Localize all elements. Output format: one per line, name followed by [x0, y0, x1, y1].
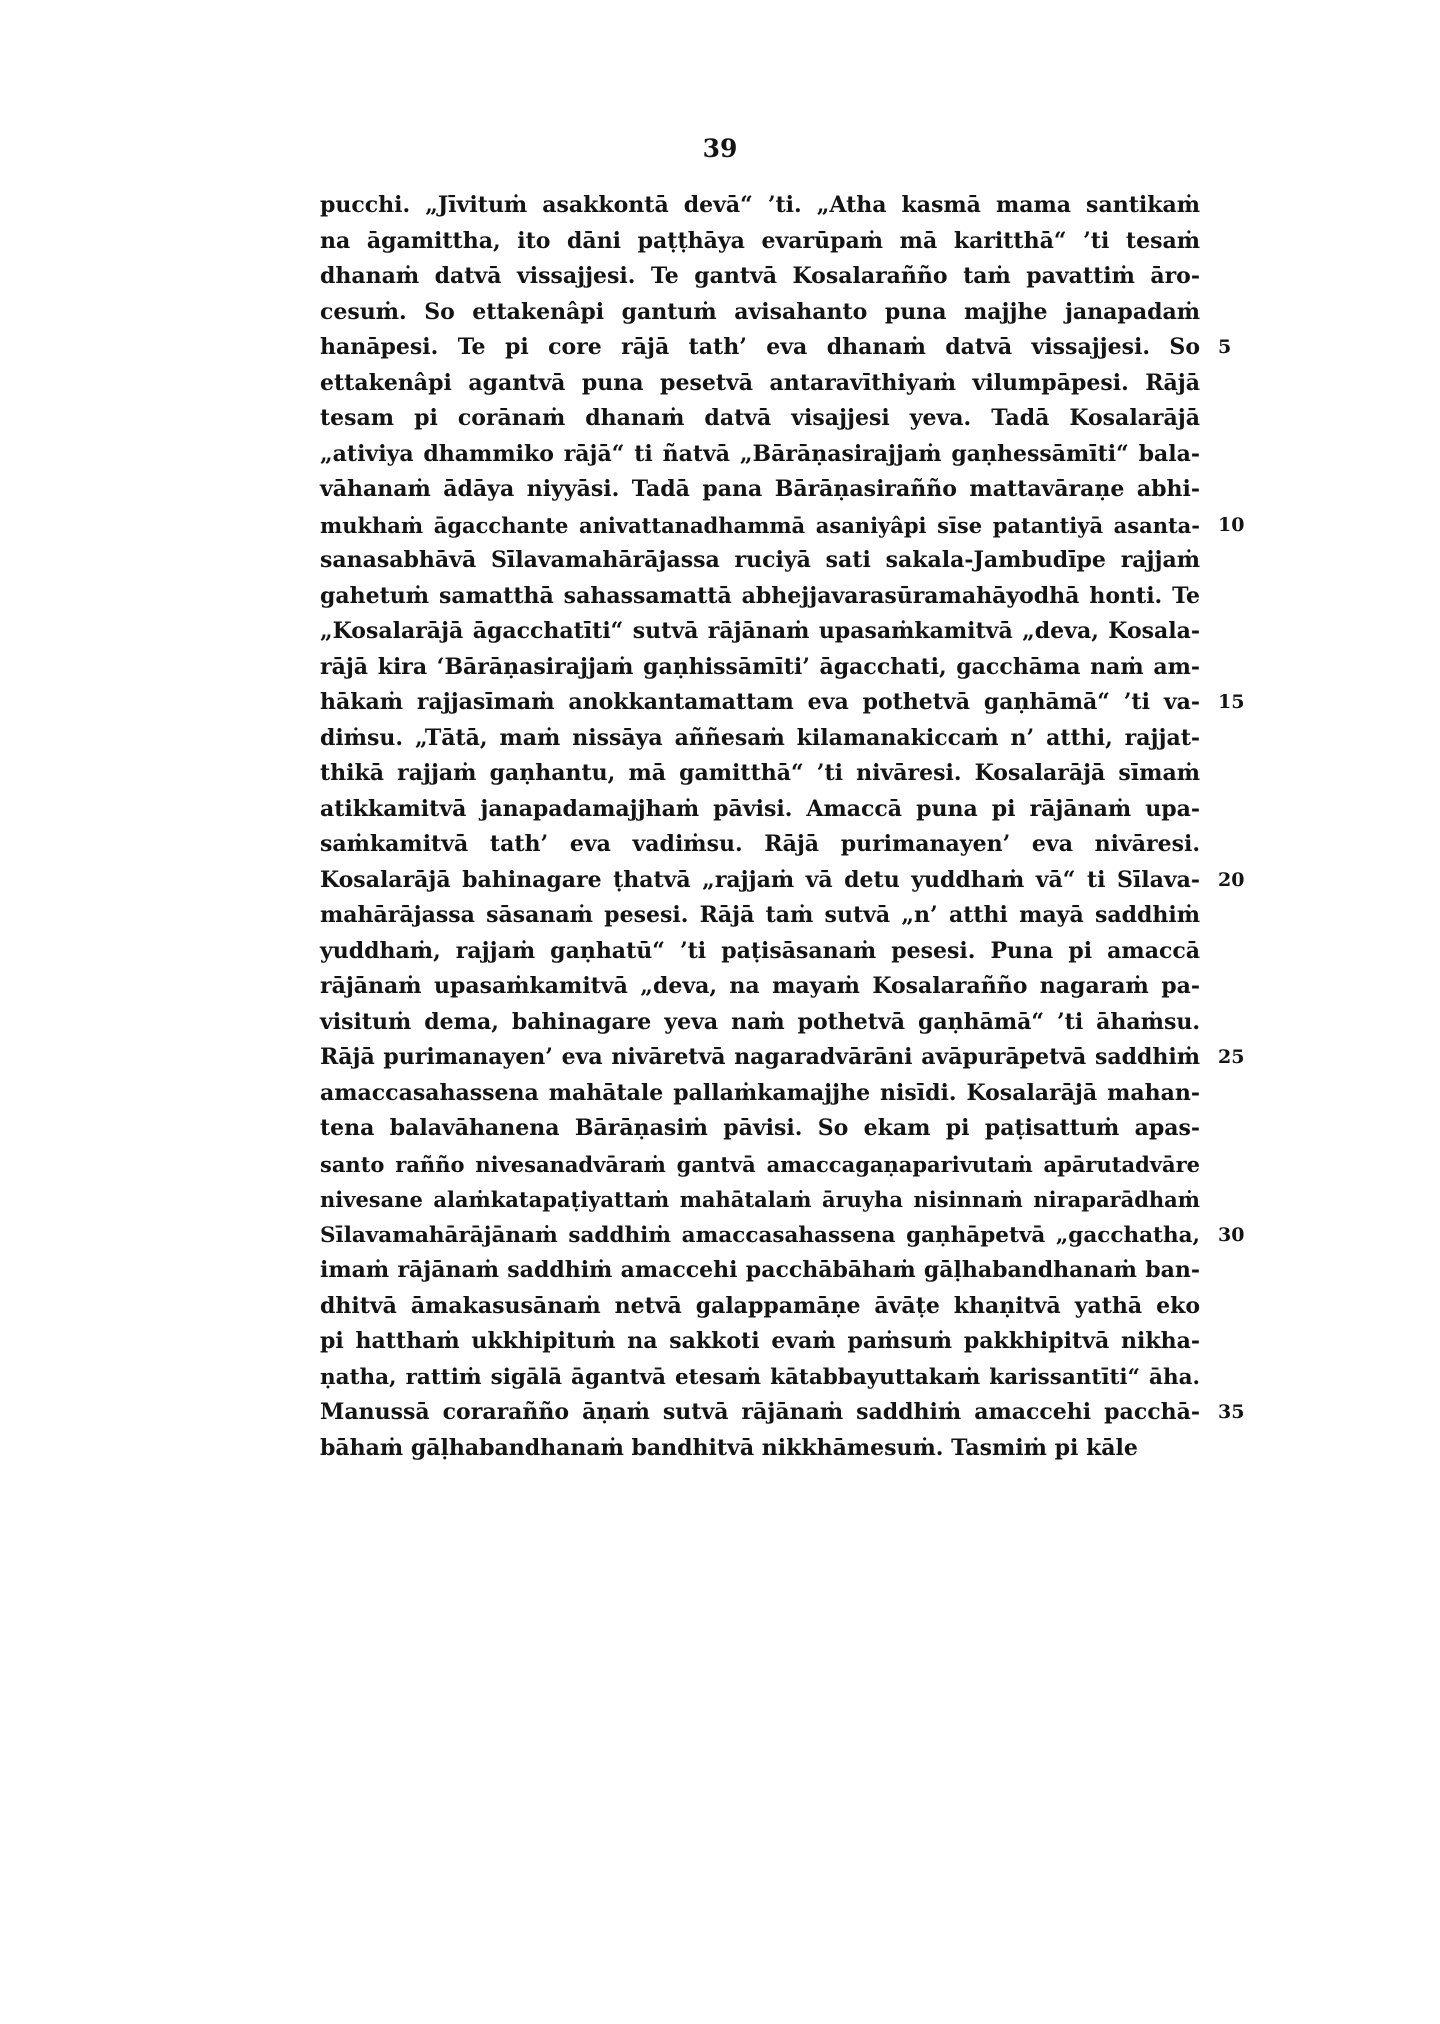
line-text: hanāpesi. Te pi core rājā tath’ eva dhanaṁ datvā vissajjesi. So [320, 334, 1200, 360]
line-number: 25 [1218, 1046, 1245, 1068]
line-text: dhanaṁ datvā vissajjesi. Te gantvā Kosalarañño taṁ pavattiṁ āro- [320, 263, 1200, 289]
line-text: gahetuṁ samatthā sahassamattā abhejjavarasūramahāyodhā honti. Te [320, 582, 1200, 609]
line-text: bāhaṁ gāḷhabandhanaṁ bandhitvā nikkhāmesuṁ. Tasmiṁ pi kāle [320, 1434, 1138, 1461]
line-text: dhitvā āmakasusānaṁ netvā galappamāṇe āvāṭe khaṇitvā yathā eko [320, 1292, 1200, 1319]
line-text: na āgamittha, ito dāni paṭṭhāya evarūpaṁ mā karitthā“ ’ti tesaṁ [320, 227, 1200, 254]
line-text: Rājā purimanayen’ eva nivāretvā nagaradvārāni avāpurāpetvā saddhiṁ [320, 1044, 1200, 1070]
line-text: pucchi. „Jīvituṁ asakkontā devā“ ’ti. „Atha kasmā mama santikaṁ [320, 192, 1200, 218]
text-line [320, 1289, 1200, 1325]
line-number: 5 [1218, 336, 1232, 358]
line-text: Kosalarājā bahinagare ṭhatvā „rajjaṁ vā detu yuddhaṁ vā“ ti Sīlava- [320, 866, 1200, 893]
text-line [320, 614, 1200, 650]
text-line [320, 224, 1200, 260]
text-line [320, 1218, 1245, 1254]
text-line [320, 259, 1200, 295]
line-text: saṁkamitvā tath’ eva vadiṁsu. Rājā purimanayen’ eva nivāresi. [320, 831, 1200, 857]
text-line [320, 1395, 1245, 1431]
line-text: cesuṁ. So ettakenâpi gantuṁ avisahanto puna majjhe janapadaṁ [320, 298, 1200, 325]
text-line [320, 401, 1200, 437]
line-text: Sīlavamahārājānaṁ saddhiṁ amaccasahassena gaṇhāpetvā „gacchatha, [320, 1222, 1200, 1248]
text-line [320, 508, 1245, 544]
text-line [320, 827, 1200, 863]
text-line [320, 1005, 1200, 1041]
line-text: imaṁ rājānaṁ saddhiṁ amaccehi pacchābāhaṁ gāḷhabandhanaṁ ban- [320, 1257, 1200, 1283]
text-line [320, 721, 1200, 757]
line-text: thikā rajjaṁ gaṇhantu, mā gamitthā“ ’ti nivāresi. Kosalarājā sīmaṁ [320, 760, 1200, 786]
line-number: 30 [1218, 1223, 1245, 1246]
line-text: amaccasahassena mahātale pallaṁkamajjhe nisīdi. Kosalarājā mahan- [320, 1079, 1200, 1106]
text-line [320, 685, 1245, 721]
text-line [320, 898, 1200, 934]
text-line [320, 1431, 1200, 1467]
line-text: santo rañño nivesanadvāraṁ gantvā amaccagaṇaparivutaṁ apārutadvāre [320, 1151, 1200, 1177]
text-line [320, 1076, 1200, 1112]
line-text: rājānaṁ upasaṁkamitvā „deva, na mayaṁ Kosalarañño nagaraṁ pa- [320, 973, 1200, 999]
line-text: ṇatha, rattiṁ sigālā āgantvā etesaṁ kātabbayuttakaṁ karissantīti“ āha. [320, 1364, 1200, 1390]
line-text: Manussā corarañño āṇaṁ sutvā rājānaṁ saddhiṁ amaccehi pacchā- [320, 1399, 1200, 1425]
text-line [320, 437, 1200, 473]
text-line [320, 1111, 1200, 1147]
text-line [320, 1324, 1200, 1360]
line-text: rājā kira ‘Bārāṇasirajjaṁ gaṇhissāmīti’ āgacchati, gacchāma naṁ am- [320, 653, 1200, 680]
text-line [320, 1040, 1245, 1076]
text-line [320, 295, 1200, 331]
line-text: ettakenâpi agantvā puna pesetvā antaravīthiyaṁ vilumpāpesi. Rājā [320, 369, 1200, 396]
text-line [320, 650, 1200, 686]
page-number: 39 [702, 134, 738, 163]
line-text: mahārājassa sāsanaṁ pesesi. Rājā taṁ sutvā „n’ atthi mayā saddhiṁ [320, 902, 1200, 928]
line-text: vāhanaṁ ādāya niyyāsi. Tadā pana Bārāṇasirañño mattavāraṇe abhi- [320, 476, 1200, 502]
text-line [320, 756, 1200, 792]
line-text: pi hatthaṁ ukkhipituṁ na sakkoti evaṁ paṁsuṁ pakkhipitvā nikha- [320, 1328, 1200, 1354]
line-number: 15 [1218, 691, 1245, 713]
text-line [320, 1147, 1200, 1183]
line-number: 35 [1218, 1401, 1245, 1423]
line-text: diṁsu. „Tātā, maṁ nissāya aññesaṁ kilamanakiccaṁ n’ atthi, rajjat- [320, 724, 1200, 751]
line-number: 10 [1218, 513, 1245, 536]
text-line [320, 579, 1200, 615]
line-text: tesam pi corānaṁ dhanaṁ datvā visajjesi yeva. Tadā Kosalarājā [320, 405, 1200, 431]
line-text: visituṁ dema, bahinagare yeva naṁ pothetvā gaṇhāmā“ ’ti āhaṁsu. [320, 1008, 1200, 1035]
text-line [320, 1182, 1200, 1218]
text-line [320, 1253, 1200, 1289]
line-text: sanasabhāvā Sīlavamahārājassa ruciyā sati sakala-Jambudīpe rajjaṁ [320, 547, 1200, 573]
body-text [320, 188, 1245, 1466]
line-text: hākaṁ rajjasīmaṁ anokkantamattam eva pothetvā gaṇhāmā“ ’ti va- [320, 689, 1200, 715]
text-line [320, 543, 1200, 579]
line-text: tena balavāhanena Bārāṇasiṁ pāvisi. So ekam pi paṭisattuṁ apas- [320, 1115, 1200, 1141]
line-number: 20 [1218, 868, 1245, 891]
text-line [320, 1360, 1200, 1396]
line-text: „Kosalarājā āgacchatīti“ sutvā rājānaṁ upasaṁkamitvā „deva, Kosala- [320, 618, 1200, 644]
text-line [320, 188, 1200, 224]
line-text: „ativiya dhammiko rājā“ ti ñatvā „Bārāṇasirajjaṁ gaṇhessāmīti“ bala- [320, 440, 1200, 467]
text-line [320, 472, 1200, 508]
text-line [320, 330, 1232, 366]
text-line [320, 792, 1200, 828]
line-text: nivesane alaṁkatapaṭiyattaṁ mahātalaṁ āruyha nisinnaṁ niraparādhaṁ [320, 1187, 1200, 1212]
text-line [320, 863, 1245, 899]
text-line [320, 969, 1200, 1005]
line-text: atikkamitvā janapadamajjhaṁ pāvisi. Amaccā puna pi rājānaṁ upa- [320, 795, 1200, 822]
text-line [320, 934, 1200, 970]
line-text: mukhaṁ āgacchante anivattanadhammā asaniyâpi sīse patantiyā asanta- [320, 512, 1200, 538]
text-line [320, 366, 1200, 402]
line-text: yuddhaṁ, rajjaṁ gaṇhatū“ ’ti paṭisāsanaṁ pesesi. Puna pi amaccā [320, 937, 1200, 964]
